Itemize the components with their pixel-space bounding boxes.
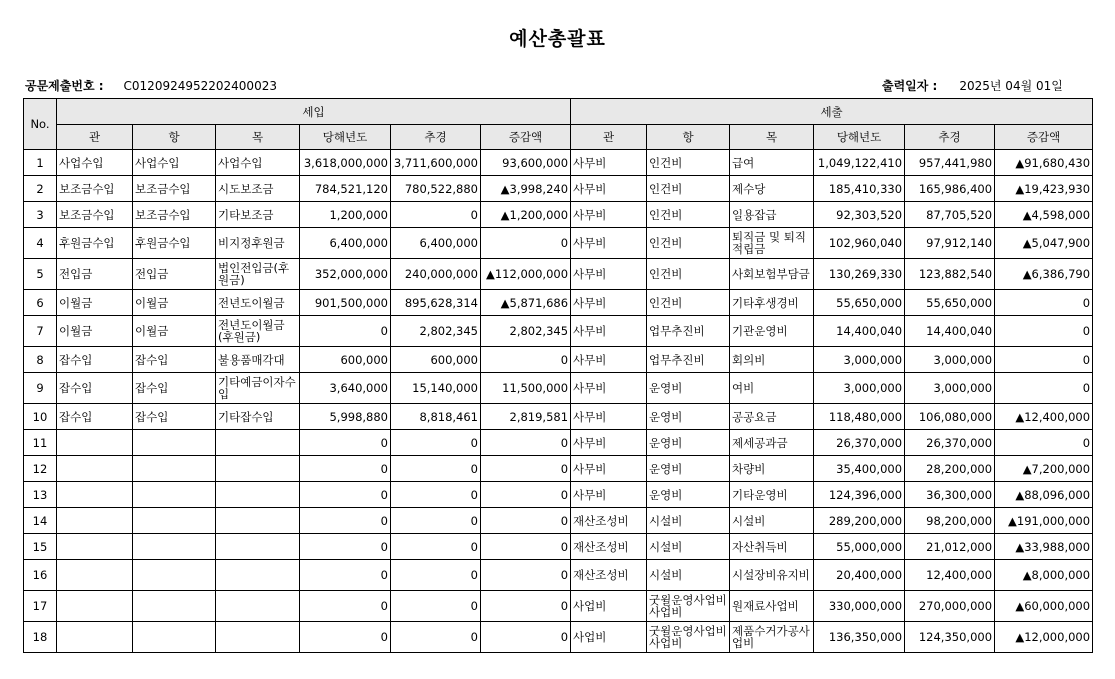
income-hang-cell: 잡수입	[133, 404, 216, 430]
expense-current-year-cell: 330,000,000	[814, 591, 905, 622]
row-number: 14	[24, 508, 57, 534]
income-supplementary-cell: 600,000	[391, 347, 481, 373]
table-row	[24, 228, 1093, 259]
row-number: 8	[24, 347, 57, 373]
column-header: 당해년도	[814, 125, 905, 150]
table-row	[24, 534, 1093, 560]
income-supplementary-cell: 0	[391, 591, 481, 622]
expense-mok-cell: 차량비	[730, 456, 814, 482]
row-number: 15	[24, 534, 57, 560]
expense-difference-cell: ▲12,000,000	[995, 622, 1093, 653]
income-current-year-cell: 0	[300, 316, 391, 347]
expense-difference-cell: ▲5,047,900	[995, 228, 1093, 259]
expense-mok-cell: 시설비	[730, 508, 814, 534]
table-row	[24, 560, 1093, 591]
income-hang-cell	[133, 482, 216, 508]
income-hang-cell: 사업수입	[133, 150, 216, 176]
expense-mok-cell: 여비	[730, 373, 814, 404]
income-gwan-cell: 이월금	[57, 316, 133, 347]
expense-hang-cell: 운영비	[647, 456, 730, 482]
expense-supplementary-cell: 123,882,540	[905, 259, 995, 290]
income-gwan-cell	[57, 591, 133, 622]
income-mok-cell	[216, 560, 300, 591]
expense-difference-cell: ▲6,386,790	[995, 259, 1093, 290]
expense-current-year-cell: 3,000,000	[814, 347, 905, 373]
expense-mok-cell: 시설장비유지비	[730, 560, 814, 591]
income-hang-cell: 이월금	[133, 316, 216, 347]
row-number: 2	[24, 176, 57, 202]
income-supplementary-cell: 3,711,600,000	[391, 150, 481, 176]
income-mok-cell	[216, 622, 300, 653]
expense-supplementary-cell: 97,912,140	[905, 228, 995, 259]
doc-number-line	[25, 77, 277, 94]
expense-mok-cell: 자산취득비	[730, 534, 814, 560]
income-difference-cell: ▲1,200,000	[481, 202, 571, 228]
income-supplementary-cell: 2,802,345	[391, 316, 481, 347]
income-hang-cell: 보조금수입	[133, 176, 216, 202]
expense-supplementary-cell: 270,000,000	[905, 591, 995, 622]
expense-supplementary-cell: 36,300,000	[905, 482, 995, 508]
expense-supplementary-cell: 957,441,980	[905, 150, 995, 176]
expense-hang-cell: 인건비	[647, 150, 730, 176]
expense-current-year-cell: 124,396,000	[814, 482, 905, 508]
expense-hang-cell: 운영비	[647, 482, 730, 508]
income-gwan-cell	[57, 534, 133, 560]
income-mok-cell: 법인전입금(후원금)	[216, 259, 300, 290]
expense-difference-cell: ▲91,680,430	[995, 150, 1093, 176]
expense-supplementary-cell: 55,650,000	[905, 290, 995, 316]
expense-gwan-cell: 사무비	[571, 202, 647, 228]
income-gwan-cell: 이월금	[57, 290, 133, 316]
expense-hang-cell: 업무추진비	[647, 316, 730, 347]
expense-gwan-cell: 사무비	[571, 456, 647, 482]
row-number: 7	[24, 316, 57, 347]
column-header: 당해년도	[300, 125, 391, 150]
table-row	[24, 404, 1093, 430]
income-hang-cell	[133, 560, 216, 591]
column-header: 항	[647, 125, 730, 150]
income-mok-cell: 기타보조금	[216, 202, 300, 228]
income-current-year-cell: 0	[300, 622, 391, 653]
expense-supplementary-cell: 106,080,000	[905, 404, 995, 430]
income-current-year-cell: 600,000	[300, 347, 391, 373]
income-supplementary-cell: 0	[391, 202, 481, 228]
income-supplementary-cell: 6,400,000	[391, 228, 481, 259]
expense-current-year-cell: 55,000,000	[814, 534, 905, 560]
income-gwan-cell: 사업수입	[57, 150, 133, 176]
income-current-year-cell: 3,618,000,000	[300, 150, 391, 176]
expense-gwan-cell: 사무비	[571, 347, 647, 373]
income-difference-cell: 2,802,345	[481, 316, 571, 347]
expense-current-year-cell: 92,303,520	[814, 202, 905, 228]
expense-current-year-cell: 130,269,330	[814, 259, 905, 290]
income-gwan-cell: 잡수입	[57, 373, 133, 404]
income-current-year-cell: 352,000,000	[300, 259, 391, 290]
income-mok-cell: 사업수입	[216, 150, 300, 176]
expense-hang-cell: 인건비	[647, 202, 730, 228]
income-current-year-cell: 0	[300, 508, 391, 534]
column-header: 관	[571, 125, 647, 150]
expense-gwan-cell: 사무비	[571, 430, 647, 456]
income-gwan-cell	[57, 508, 133, 534]
expense-supplementary-cell: 26,370,000	[905, 430, 995, 456]
income-difference-cell: 0	[481, 228, 571, 259]
income-supplementary-cell: 780,522,880	[391, 176, 481, 202]
expense-group-header: 세출	[571, 99, 1093, 125]
row-number: 5	[24, 259, 57, 290]
expense-current-year-cell: 118,480,000	[814, 404, 905, 430]
expense-mok-cell: 퇴직금 및 퇴직적립금	[730, 228, 814, 259]
income-difference-cell: 0	[481, 622, 571, 653]
income-gwan-cell: 후원금수입	[57, 228, 133, 259]
income-gwan-cell: 잡수입	[57, 404, 133, 430]
income-difference-cell: 93,600,000	[481, 150, 571, 176]
expense-current-year-cell: 20,400,000	[814, 560, 905, 591]
budget-summary-table	[23, 98, 1093, 653]
expense-mok-cell: 회의비	[730, 347, 814, 373]
income-mok-cell	[216, 456, 300, 482]
income-difference-cell: ▲3,998,240	[481, 176, 571, 202]
expense-difference-cell: 0	[995, 290, 1093, 316]
expense-hang-cell: 인건비	[647, 290, 730, 316]
income-current-year-cell: 5,998,880	[300, 404, 391, 430]
income-supplementary-cell: 0	[391, 622, 481, 653]
table-row	[24, 347, 1093, 373]
expense-gwan-cell: 사업비	[571, 591, 647, 622]
expense-current-year-cell: 26,370,000	[814, 430, 905, 456]
table-row	[24, 591, 1093, 622]
income-supplementary-cell: 15,140,000	[391, 373, 481, 404]
expense-gwan-cell: 사무비	[571, 316, 647, 347]
expense-supplementary-cell: 3,000,000	[905, 373, 995, 404]
expense-hang-cell: 굿윌운영사업비사업비	[647, 591, 730, 622]
expense-hang-cell: 인건비	[647, 228, 730, 259]
income-current-year-cell: 0	[300, 591, 391, 622]
income-current-year-cell: 784,521,120	[300, 176, 391, 202]
income-hang-cell: 잡수입	[133, 347, 216, 373]
expense-current-year-cell: 14,400,040	[814, 316, 905, 347]
print-date-label: 출력일자 :	[882, 79, 938, 93]
income-supplementary-cell: 240,000,000	[391, 259, 481, 290]
table-row	[24, 259, 1093, 290]
income-gwan-cell: 보조금수입	[57, 176, 133, 202]
income-mok-cell: 기타예금이자수입	[216, 373, 300, 404]
expense-current-year-cell: 102,960,040	[814, 228, 905, 259]
expense-gwan-cell: 재산조성비	[571, 508, 647, 534]
expense-gwan-cell: 사업비	[571, 622, 647, 653]
expense-gwan-cell: 사무비	[571, 150, 647, 176]
expense-gwan-cell: 재산조성비	[571, 560, 647, 591]
income-supplementary-cell: 0	[391, 430, 481, 456]
print-date-line	[882, 77, 1063, 94]
column-header: 목	[216, 125, 300, 150]
income-difference-cell: 0	[481, 430, 571, 456]
income-difference-cell: 0	[481, 591, 571, 622]
column-header: 증감액	[481, 125, 571, 150]
income-mok-cell: 기타잡수입	[216, 404, 300, 430]
row-number: 17	[24, 591, 57, 622]
table-row	[24, 202, 1093, 228]
income-mok-cell	[216, 430, 300, 456]
income-supplementary-cell: 8,818,461	[391, 404, 481, 430]
expense-current-year-cell: 3,000,000	[814, 373, 905, 404]
expense-difference-cell: ▲19,423,930	[995, 176, 1093, 202]
column-header: 추경	[905, 125, 995, 150]
income-current-year-cell: 0	[300, 534, 391, 560]
expense-gwan-cell: 사무비	[571, 259, 647, 290]
expense-difference-cell: 0	[995, 316, 1093, 347]
income-gwan-cell: 보조금수입	[57, 202, 133, 228]
income-mok-cell	[216, 591, 300, 622]
income-current-year-cell: 1,200,000	[300, 202, 391, 228]
table-row	[24, 430, 1093, 456]
expense-hang-cell: 시설비	[647, 508, 730, 534]
expense-current-year-cell: 136,350,000	[814, 622, 905, 653]
column-header: 목	[730, 125, 814, 150]
income-mok-cell	[216, 534, 300, 560]
expense-current-year-cell: 35,400,000	[814, 456, 905, 482]
table-row	[24, 316, 1093, 347]
expense-supplementary-cell: 12,400,000	[905, 560, 995, 591]
table-body	[24, 150, 1093, 653]
expense-difference-cell: 0	[995, 430, 1093, 456]
income-difference-cell: 0	[481, 508, 571, 534]
column-header: 관	[57, 125, 133, 150]
expense-mok-cell: 일용잡급	[730, 202, 814, 228]
income-mok-cell: 전년도이월금(후원금)	[216, 316, 300, 347]
expense-supplementary-cell: 165,986,400	[905, 176, 995, 202]
income-mok-cell: 시도보조금	[216, 176, 300, 202]
income-gwan-cell	[57, 560, 133, 591]
income-hang-cell	[133, 534, 216, 560]
income-supplementary-cell: 895,628,314	[391, 290, 481, 316]
income-current-year-cell: 3,640,000	[300, 373, 391, 404]
income-gwan-cell: 전입금	[57, 259, 133, 290]
column-header: 추경	[391, 125, 481, 150]
row-number: 12	[24, 456, 57, 482]
income-current-year-cell: 0	[300, 560, 391, 591]
expense-supplementary-cell: 3,000,000	[905, 347, 995, 373]
expense-supplementary-cell: 21,012,000	[905, 534, 995, 560]
expense-mok-cell: 급여	[730, 150, 814, 176]
expense-hang-cell: 운영비	[647, 404, 730, 430]
row-number: 6	[24, 290, 57, 316]
column-header: 증감액	[995, 125, 1093, 150]
expense-mok-cell: 공공요금	[730, 404, 814, 430]
expense-mok-cell: 제품수거가공사업비	[730, 622, 814, 653]
row-number: 4	[24, 228, 57, 259]
column-header: 항	[133, 125, 216, 150]
row-number: 18	[24, 622, 57, 653]
table-row	[24, 508, 1093, 534]
expense-hang-cell: 운영비	[647, 430, 730, 456]
income-mok-cell	[216, 508, 300, 534]
income-difference-cell: 0	[481, 482, 571, 508]
expense-gwan-cell: 사무비	[571, 176, 647, 202]
income-group-header: 세입	[57, 99, 571, 125]
income-gwan-cell: 잡수입	[57, 347, 133, 373]
income-difference-cell: ▲112,000,000	[481, 259, 571, 290]
expense-current-year-cell: 289,200,000	[814, 508, 905, 534]
expense-gwan-cell: 사무비	[571, 290, 647, 316]
expense-difference-cell: ▲191,000,000	[995, 508, 1093, 534]
expense-difference-cell: ▲60,000,000	[995, 591, 1093, 622]
expense-supplementary-cell: 28,200,000	[905, 456, 995, 482]
doc-number-label: 공문제출번호 :	[25, 79, 104, 93]
expense-hang-cell: 운영비	[647, 373, 730, 404]
income-hang-cell	[133, 456, 216, 482]
row-number: 10	[24, 404, 57, 430]
expense-gwan-cell: 사무비	[571, 373, 647, 404]
table-row	[24, 622, 1093, 653]
income-supplementary-cell: 0	[391, 534, 481, 560]
income-hang-cell: 전입금	[133, 259, 216, 290]
expense-difference-cell: 0	[995, 347, 1093, 373]
income-hang-cell: 보조금수입	[133, 202, 216, 228]
income-gwan-cell	[57, 622, 133, 653]
income-hang-cell	[133, 508, 216, 534]
expense-hang-cell: 업무추진비	[647, 347, 730, 373]
row-number: 3	[24, 202, 57, 228]
income-supplementary-cell: 0	[391, 560, 481, 591]
expense-hang-cell: 시설비	[647, 534, 730, 560]
income-current-year-cell: 0	[300, 482, 391, 508]
income-mok-cell: 전년도이월금	[216, 290, 300, 316]
income-mok-cell	[216, 482, 300, 508]
table-row	[24, 176, 1093, 202]
expense-difference-cell: 0	[995, 373, 1093, 404]
expense-mok-cell: 원재료사업비	[730, 591, 814, 622]
income-mok-cell: 비지정후원금	[216, 228, 300, 259]
expense-difference-cell: ▲7,200,000	[995, 456, 1093, 482]
expense-hang-cell: 인건비	[647, 176, 730, 202]
expense-gwan-cell: 사무비	[571, 404, 647, 430]
expense-supplementary-cell: 124,350,000	[905, 622, 995, 653]
expense-hang-cell: 시설비	[647, 560, 730, 591]
expense-difference-cell: ▲12,400,000	[995, 404, 1093, 430]
row-number: 9	[24, 373, 57, 404]
income-difference-cell: 11,500,000	[481, 373, 571, 404]
expense-supplementary-cell: 98,200,000	[905, 508, 995, 534]
income-difference-cell: 0	[481, 560, 571, 591]
expense-supplementary-cell: 87,705,520	[905, 202, 995, 228]
table-row	[24, 290, 1093, 316]
income-difference-cell: 0	[481, 456, 571, 482]
table-row	[24, 150, 1093, 176]
table-row	[24, 373, 1093, 404]
income-hang-cell: 후원금수입	[133, 228, 216, 259]
income-mok-cell: 불용품매각대	[216, 347, 300, 373]
row-number: 1	[24, 150, 57, 176]
expense-gwan-cell: 사무비	[571, 228, 647, 259]
expense-mok-cell: 기타후생경비	[730, 290, 814, 316]
no-header: No.	[24, 99, 57, 150]
income-gwan-cell	[57, 482, 133, 508]
income-supplementary-cell: 0	[391, 508, 481, 534]
income-hang-cell	[133, 591, 216, 622]
expense-gwan-cell: 재산조성비	[571, 534, 647, 560]
income-difference-cell: 0	[481, 347, 571, 373]
expense-hang-cell: 인건비	[647, 259, 730, 290]
row-number: 16	[24, 560, 57, 591]
income-gwan-cell	[57, 456, 133, 482]
income-difference-cell: 0	[481, 534, 571, 560]
income-gwan-cell	[57, 430, 133, 456]
income-difference-cell: 2,819,581	[481, 404, 571, 430]
expense-current-year-cell: 185,410,330	[814, 176, 905, 202]
expense-current-year-cell: 1,049,122,410	[814, 150, 905, 176]
expense-difference-cell: ▲33,988,000	[995, 534, 1093, 560]
expense-supplementary-cell: 14,400,040	[905, 316, 995, 347]
income-hang-cell	[133, 622, 216, 653]
income-current-year-cell: 6,400,000	[300, 228, 391, 259]
expense-difference-cell: ▲8,000,000	[995, 560, 1093, 591]
table-row	[24, 456, 1093, 482]
expense-difference-cell: ▲88,096,000	[995, 482, 1093, 508]
income-supplementary-cell: 0	[391, 482, 481, 508]
expense-mok-cell: 제수당	[730, 176, 814, 202]
table-row	[24, 482, 1093, 508]
expense-mok-cell: 기타운영비	[730, 482, 814, 508]
print-date-value: 2025년 04월 01일	[959, 79, 1063, 93]
doc-number-value: C0120924952202400023	[123, 79, 277, 93]
expense-hang-cell: 굿윌운영사업비사업비	[647, 622, 730, 653]
expense-difference-cell: ▲4,598,000	[995, 202, 1093, 228]
page-title: 예산총괄표	[509, 28, 606, 50]
expense-gwan-cell: 사무비	[571, 482, 647, 508]
row-number: 13	[24, 482, 57, 508]
income-hang-cell	[133, 430, 216, 456]
income-current-year-cell: 901,500,000	[300, 290, 391, 316]
income-current-year-cell: 0	[300, 430, 391, 456]
income-hang-cell: 잡수입	[133, 373, 216, 404]
income-current-year-cell: 0	[300, 456, 391, 482]
expense-mok-cell: 사회보험부담금	[730, 259, 814, 290]
income-supplementary-cell: 0	[391, 456, 481, 482]
expense-mok-cell: 기관운영비	[730, 316, 814, 347]
expense-mok-cell: 제세공과금	[730, 430, 814, 456]
expense-current-year-cell: 55,650,000	[814, 290, 905, 316]
income-difference-cell: ▲5,871,686	[481, 290, 571, 316]
row-number: 11	[24, 430, 57, 456]
income-hang-cell: 이월금	[133, 290, 216, 316]
